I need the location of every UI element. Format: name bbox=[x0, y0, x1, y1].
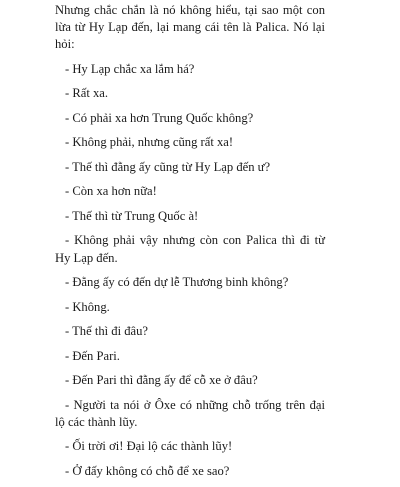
dialogue-line: - Không phải, nhưng cũng rất xa! bbox=[65, 135, 234, 150]
paragraph-intro: Nhưng chắc chắn là nó không hiểu, tại sao một con lừa từ Hy Lạp đến, lại mang cái tên là Palica. Nó lại hỏi: bbox=[55, 3, 325, 52]
dialogue-line: - Còn xa hơn nữa! bbox=[65, 184, 157, 199]
dialogue-line: - Người ta nói ở Ôxe có những chỗ trống trên đại lộ các thành lũy. bbox=[55, 397, 325, 429]
dialogue-line: - Thế thì từ Trung Quốc à! bbox=[65, 208, 199, 223]
dialogue-line: - Không. bbox=[65, 299, 110, 314]
dialogue-line: - Đến Pari. bbox=[65, 348, 120, 363]
dialogue-line: - Có phải xa hơn Trung Quốc không? bbox=[65, 110, 254, 125]
dialogue-line: - Rất xa. bbox=[65, 86, 109, 101]
dialogue-line: - Hy Lạp chắc xa lắm há? bbox=[65, 61, 195, 76]
dialogue-line: - Đằng ấy có đến dự lễ Thương binh không? bbox=[65, 275, 289, 290]
dialogue-line: - Không phải vậy nhưng còn con Palica thì đi từ Hy Lạp đến. bbox=[55, 233, 325, 265]
dialogue-line: - Đến Pari thì đằng ấy để cỗ xe ở đâu? bbox=[65, 373, 258, 388]
dialogue-line: - Thế thì đằng ấy cũng từ Hy Lạp đến ư? bbox=[65, 159, 271, 174]
dialogue-line: - Thế thì đi đâu? bbox=[65, 324, 149, 339]
page-text bbox=[55, 2, 325, 487]
dialogue-line: - Ối trời ơi! Đại lộ các thành lũy! bbox=[65, 439, 233, 454]
dialogue-line: - Ở đấy không có chỗ để xe sao? bbox=[65, 463, 230, 478]
